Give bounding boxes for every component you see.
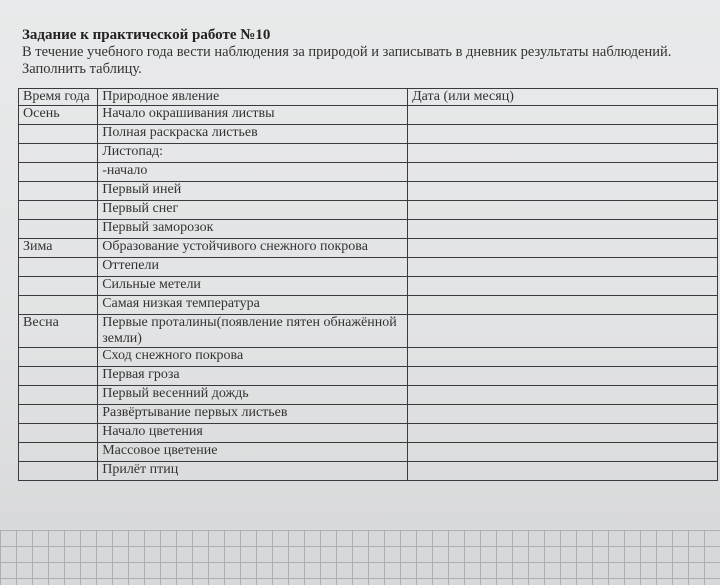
table-row — [19, 144, 718, 163]
phenomenon-cell: Образование устойчивого снежного покрова — [98, 239, 408, 258]
season-cell: Осень — [19, 106, 98, 125]
date-cell[interactable] — [408, 201, 718, 220]
phenomenon-cell: Первый заморозок — [98, 220, 408, 239]
table-row — [19, 125, 718, 144]
phenomenon-cell: Листопад: — [98, 144, 408, 163]
date-cell[interactable] — [408, 424, 718, 443]
table-row — [19, 348, 718, 367]
date-cell[interactable] — [408, 462, 718, 481]
season-cell — [19, 220, 98, 239]
observation-table — [18, 88, 718, 481]
table-row — [19, 106, 718, 125]
table-row — [19, 239, 718, 258]
season-cell: Весна — [19, 315, 98, 348]
phenomenon-cell: Развёртывание первых листьев — [98, 405, 408, 424]
season-cell — [19, 424, 98, 443]
date-cell[interactable] — [408, 258, 718, 277]
season-cell: Зима — [19, 239, 98, 258]
table-row — [19, 462, 718, 481]
season-cell — [19, 277, 98, 296]
assignment-instructions: В течение учебного года вести наблюдения за природой и записывать в дневник результаты наблюдений. Заполнить таблицу. — [22, 44, 672, 77]
phenomenon-cell: Прилёт птиц — [98, 462, 408, 481]
assignment-title: Задание к практической работе №10 — [22, 27, 271, 43]
date-cell[interactable] — [408, 163, 718, 182]
season-cell — [19, 443, 98, 462]
date-cell[interactable] — [408, 315, 718, 348]
season-cell — [19, 163, 98, 182]
phenomenon-cell: Массовое цветение — [98, 443, 408, 462]
table-row — [19, 296, 718, 315]
date-cell[interactable] — [408, 106, 718, 125]
table-row — [19, 182, 718, 201]
phenomenon-cell: Первые проталины(появление пятен обнажённой земли) — [98, 315, 408, 348]
phenomenon-cell: -начало — [98, 163, 408, 182]
phenomenon-cell: Первый снег — [98, 201, 408, 220]
table-row — [19, 201, 718, 220]
table-row — [19, 424, 718, 443]
season-cell — [19, 125, 98, 144]
phenomenon-cell: Первый весенний дождь — [98, 386, 408, 405]
season-cell — [19, 182, 98, 201]
phenomenon-cell: Первая гроза — [98, 367, 408, 386]
phenomenon-cell: Сильные метели — [98, 277, 408, 296]
phenomenon-cell: Оттепели — [98, 258, 408, 277]
date-cell[interactable] — [408, 220, 718, 239]
season-cell — [19, 296, 98, 315]
phenomenon-cell: Самая низкая температура — [98, 296, 408, 315]
phenomenon-cell: Первый иней — [98, 182, 408, 201]
date-cell[interactable] — [408, 239, 718, 258]
header-season: Время года — [19, 89, 98, 106]
table-row — [19, 163, 718, 182]
phenomenon-cell: Начало окрашивания листвы — [98, 106, 408, 125]
table-row — [19, 386, 718, 405]
phenomenon-cell: Сход снежного покрова — [98, 348, 408, 367]
table-header-row — [19, 89, 718, 106]
table-row — [19, 220, 718, 239]
date-cell[interactable] — [408, 125, 718, 144]
season-cell — [19, 405, 98, 424]
date-cell[interactable] — [408, 443, 718, 462]
date-cell[interactable] — [408, 296, 718, 315]
season-cell — [19, 258, 98, 277]
date-cell[interactable] — [408, 277, 718, 296]
table-row — [19, 277, 718, 296]
date-cell[interactable] — [408, 367, 718, 386]
season-cell — [19, 144, 98, 163]
table-row — [19, 315, 718, 348]
date-cell[interactable] — [408, 405, 718, 424]
header-phenomenon: Природное явление — [98, 89, 408, 106]
table-row — [19, 405, 718, 424]
season-cell — [19, 201, 98, 220]
date-cell[interactable] — [408, 182, 718, 201]
season-cell — [19, 462, 98, 481]
table-row — [19, 367, 718, 386]
phenomenon-cell: Полная раскраска листьев — [98, 125, 408, 144]
date-cell[interactable] — [408, 386, 718, 405]
grid-notebook-background — [0, 530, 720, 585]
date-cell[interactable] — [408, 144, 718, 163]
date-cell[interactable] — [408, 348, 718, 367]
header-date: Дата (или месяц) — [408, 89, 718, 106]
season-cell — [19, 367, 98, 386]
phenomenon-cell: Начало цветения — [98, 424, 408, 443]
season-cell — [19, 348, 98, 367]
season-cell — [19, 386, 98, 405]
table-row — [19, 258, 718, 277]
table-row — [19, 443, 718, 462]
